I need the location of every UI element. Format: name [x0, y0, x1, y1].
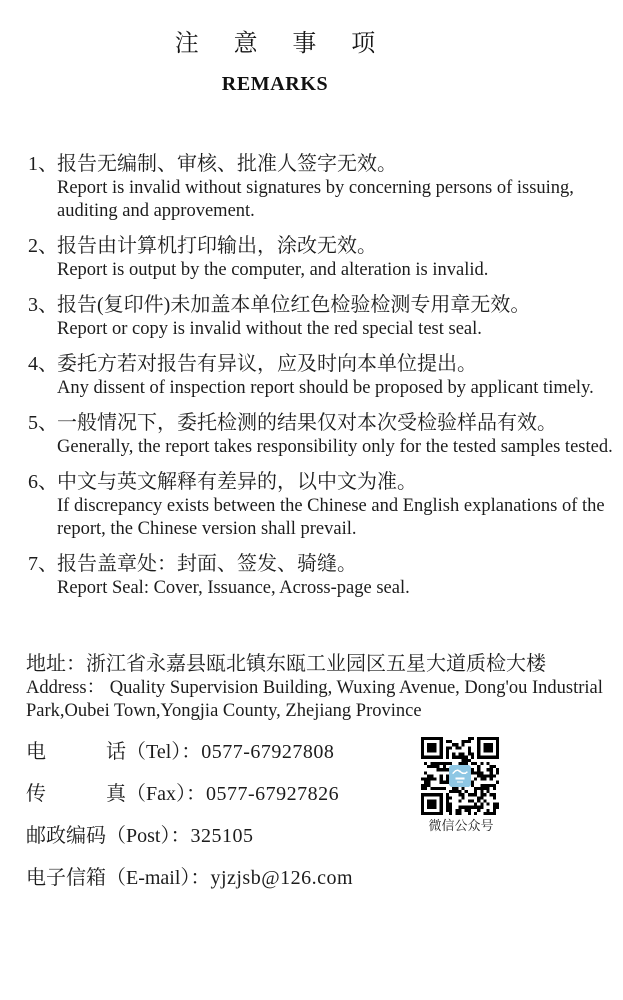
remark-item-2: [28, 234, 623, 282]
remark-text-zh: 一般情况下，委托检测的结果仅对本次受检验样品有效。: [57, 412, 557, 434]
page-title-en: REMARKS: [221, 73, 329, 95]
remark-text-en: Report or copy is invalid without the red special test seal.: [57, 319, 482, 339]
remark-text-en: Report Seal: Cover, Issuance, Across-page seal.: [57, 578, 410, 598]
remark-text-en: Report is output by the computer, and alteration is invalid.: [57, 260, 489, 280]
contact-row-fax: [26, 782, 623, 807]
remark-number: 4、: [28, 353, 58, 375]
tel-label: 电 话（Tel）：: [26, 741, 202, 763]
page-header: [0, 0, 550, 96]
remarks-list: [28, 152, 623, 600]
address-zh: 地址：浙江省永嘉县瓯北镇东瓯工业园区五星大道质检大楼: [26, 653, 546, 675]
remark-text-zh: 报告由计算机打印输出，涂改无效。: [57, 235, 377, 257]
remark-body: [57, 152, 574, 223]
remark-number: 5、: [28, 412, 58, 434]
contact-row-post: [26, 824, 623, 849]
remark-item-3: [28, 293, 623, 341]
remark-text-en: report, the Chinese version shall prevail.: [57, 519, 357, 539]
wechat-qr-code-icon: [421, 737, 499, 815]
email-value: yjzjsb@126.com: [210, 867, 354, 889]
remark-text-en: Any dissent of inspection report should be proposed by applicant timely.: [57, 378, 594, 398]
tel-value: 0577-67927808: [201, 741, 335, 763]
page-title-zh: 注意事项: [174, 31, 410, 57]
remark-number: 6、: [28, 471, 58, 493]
address-block: [26, 652, 623, 723]
remark-text-en: Report is invalid without signatures by concerning persons of issuing,: [57, 178, 574, 198]
remark-text-en: Generally, the report takes responsibility only for the tested samples tested.: [57, 437, 613, 457]
remark-number: 2、: [28, 235, 58, 257]
remark-body: [57, 293, 530, 341]
email-label: 电子信箱（E-mail）：: [26, 867, 211, 889]
remark-item-4: [28, 352, 623, 400]
remark-number: 3、: [28, 294, 58, 316]
remark-body: [57, 470, 605, 541]
wechat-qr-block: [421, 737, 501, 834]
fax-value: 0577-67927826: [206, 783, 340, 805]
remark-item-5: [28, 411, 623, 459]
contact-row-email: [26, 866, 623, 891]
contact-row-tel: [26, 740, 623, 765]
remark-text-en: auditing and approvement.: [57, 201, 255, 221]
remark-text-zh: 委托方若对报告有异议，应及时向本单位提出。: [57, 353, 477, 375]
address-en: Address： Quality Supervision Building, Wuxing Avenue, Dong'ou Industrial: [26, 678, 603, 698]
remark-text-zh: 报告(复印件)未加盖本单位红色检验检测专用章无效。: [57, 294, 531, 316]
remark-text-zh: 报告无编制、审核、批准人签字无效。: [57, 153, 397, 175]
remark-item-1: [28, 152, 623, 223]
post-label: 邮政编码（Post）：: [26, 825, 191, 847]
address-en: Park,Oubei Town,Yongjia County, Zhejiang Province: [26, 701, 422, 721]
remark-text-zh: 中文与英文解释有差异的，以中文为准。: [57, 471, 417, 493]
remark-number: 7、: [28, 553, 58, 575]
remark-text-en: If discrepancy exists between the Chinese and English explanations of the: [57, 496, 605, 516]
fax-label: 传 真（Fax）：: [26, 783, 206, 805]
remark-body: [57, 234, 488, 282]
contact-block: [26, 740, 623, 891]
remark-text-zh: 报告盖章处：封面、签发、骑缝。: [57, 553, 357, 575]
remark-body: [57, 411, 613, 459]
remark-body: [57, 352, 594, 400]
remark-item-6: [28, 470, 623, 541]
remark-body: [57, 552, 410, 600]
remark-number: 1、: [28, 153, 58, 175]
remark-item-7: [28, 552, 623, 600]
wechat-qr-caption: 微信公众号: [428, 818, 494, 833]
post-value: 325105: [190, 825, 254, 847]
